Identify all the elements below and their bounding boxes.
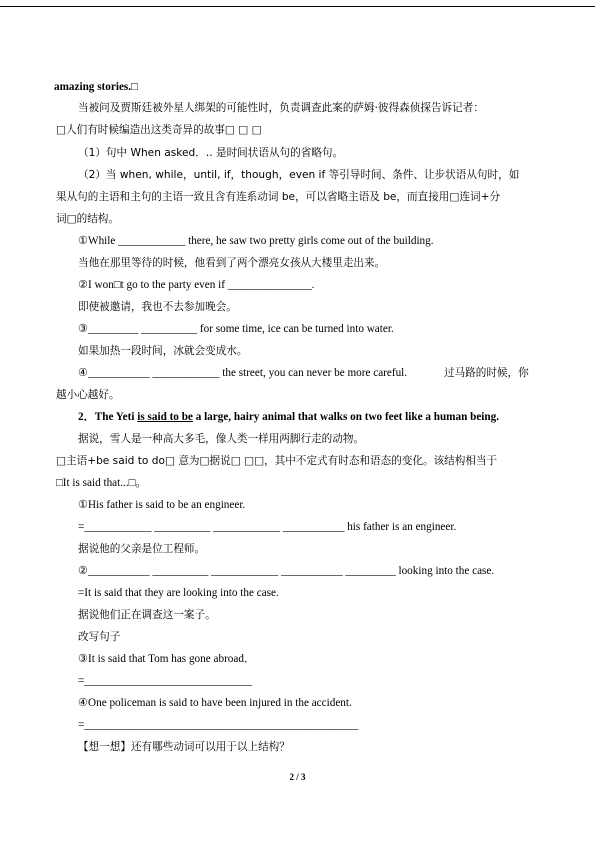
exercise-line: ④One policeman is said to have been injured in the accident. bbox=[78, 697, 352, 709]
exercise-line: ②___________ __________ ____________ ___________ _________ looking into the case. bbox=[78, 565, 495, 577]
exercise-line: =______________________________ bbox=[78, 675, 253, 687]
translation-line: 过马路的时候，你 bbox=[444, 367, 529, 379]
exercise-line: ③It is said that Tom has gone abroad． bbox=[78, 653, 256, 665]
translation-line: 据说，雪人是一种高大多毛，像人类一样用两脚行走的动物。 bbox=[78, 433, 365, 445]
text-line: 词□的结构。 bbox=[56, 213, 119, 225]
translation-line: 越小心越好。 bbox=[56, 389, 120, 401]
translation-line: 据说他们正在调查这一案子。 bbox=[78, 609, 216, 621]
text-line: 改写句子 bbox=[78, 631, 121, 643]
translation-line: 据说他的父亲是位工程师。 bbox=[78, 543, 206, 555]
section-heading: 2．The Yeti is said to be a large, hairy animal that walks on two feet like a human being. bbox=[78, 411, 500, 423]
exercise-line: =_________________________________________________ bbox=[78, 719, 359, 731]
exercise-line: =It is said that they are looking into the case. bbox=[78, 587, 279, 599]
exercise-line: =____________ __________ ____________ ___________ his father is an engineer. bbox=[78, 521, 457, 533]
text-line: 【想一想】还有哪些动词可以用于以上结构？ bbox=[78, 741, 290, 753]
exercise-line: ④___________ ____________ the street, you can never be more careful. bbox=[78, 367, 408, 379]
text-line: 果从句的主语和主句的主语一致且含有连系动词 be，可以省略主语及 be，而直接用□连词+分 bbox=[56, 191, 501, 203]
header-rule bbox=[0, 6, 595, 7]
text-line: □It is said that...□。 bbox=[56, 477, 147, 489]
exercise-line: ③_________ __________ for some time, ice can be turned into water. bbox=[78, 323, 394, 335]
text-line: □主语+be said to do□ 意为□据说□ □□，其中不定式有时态和语态的变化。该结构相当于 bbox=[56, 455, 498, 467]
page-number: 2 / 3 bbox=[289, 772, 306, 782]
translation-line: 即使被邀请，我也不去参加晚会。 bbox=[78, 301, 237, 313]
text-line: □人们有时候编造出这类奇异的故事□ □ □ bbox=[56, 124, 262, 136]
text-line: amazing stories.□ bbox=[54, 81, 138, 93]
text-line: 当被问及贾斯廷被外星人绑架的可能性时，负责调查此案的萨姆·彼得森侦探告诉记者： bbox=[78, 102, 484, 114]
translation-line: 当他在那里等待的时候，他看到了两个漂亮女孩从大楼里走出来。 bbox=[78, 257, 386, 269]
exercise-line: ①His father is said to be an engineer. bbox=[78, 499, 246, 511]
text-line: （1）句中 When asked．.. 是时间状语从句的省略句。 bbox=[78, 147, 344, 159]
key-phrase: is said to be bbox=[137, 411, 193, 423]
exercise-line: ②I won□t go to the party even if _______________. bbox=[78, 279, 315, 291]
exercise-line: ①While ____________ there, he saw two pretty girls come out of the building. bbox=[78, 235, 434, 247]
translation-line: 如果加热一段时间，冰就会变成水。 bbox=[78, 345, 248, 357]
text-line: （2）当 when, while，until, if，though，even if 等引导时间、条件、让步状语从句时，如 bbox=[78, 169, 520, 181]
